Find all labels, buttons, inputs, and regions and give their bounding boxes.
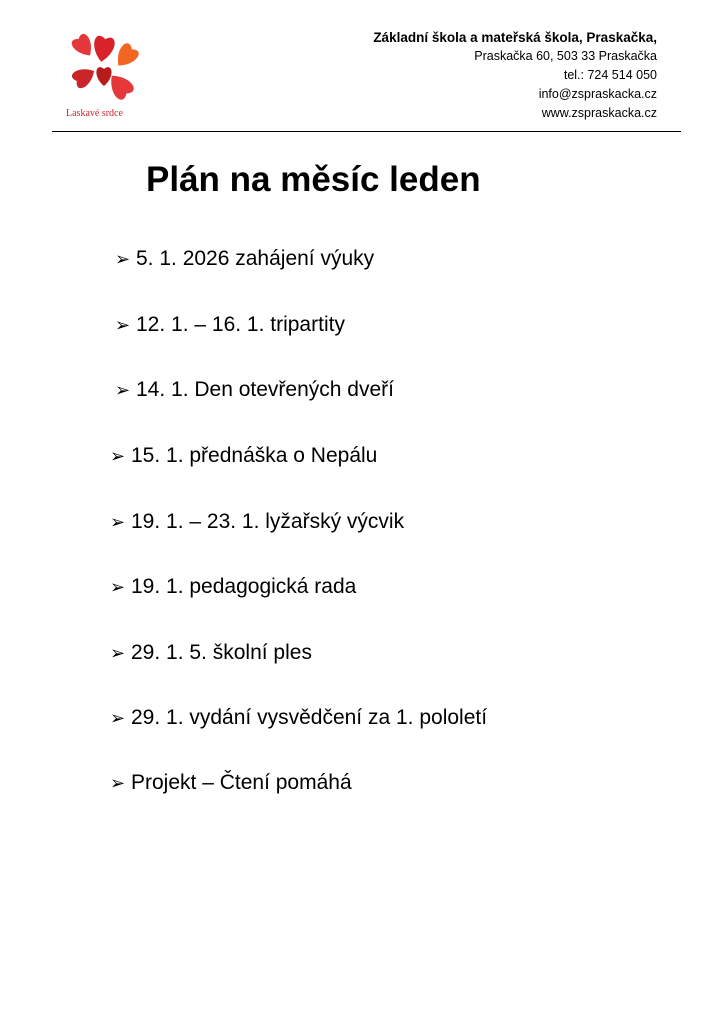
school-phone: tel.: 724 514 050 xyxy=(563,68,657,82)
arrowhead-bullet-icon: ➢ xyxy=(110,446,126,466)
arrowhead-bullet-icon: ➢ xyxy=(110,708,126,728)
list-item-text: 29. 1. vydání vysvědčení za 1. pololetí xyxy=(131,706,488,729)
list-item xyxy=(110,704,487,732)
page-title: Plán na měsíc leden xyxy=(146,160,481,199)
arrowhead-bullet-icon: ➢ xyxy=(110,643,126,663)
header-divider xyxy=(52,131,681,132)
list-item-text: 19. 1. – 23. 1. lyžařský výcvik xyxy=(131,510,405,533)
arrowhead-bullet-icon: ➢ xyxy=(110,512,126,532)
list-item-text: 5. 1. 2026 zahájení výuky xyxy=(136,247,375,270)
arrowhead-bullet-icon: ➢ xyxy=(115,380,131,400)
list-item xyxy=(110,769,352,797)
arrowhead-bullet-icon: ➢ xyxy=(115,315,131,335)
list-item xyxy=(115,311,345,339)
list-item-text: 19. 1. pedagogická rada xyxy=(131,575,357,598)
list-item xyxy=(110,508,404,536)
school-name: Základní škola a mateřská škola, Praskačka, xyxy=(373,30,657,45)
hearts-flower-logo-icon xyxy=(52,26,164,116)
list-item xyxy=(115,376,394,404)
list-item-text: 15. 1. přednáška o Nepálu xyxy=(131,444,378,467)
list-item-text: 12. 1. – 16. 1. tripartity xyxy=(136,313,345,336)
list-item-text: Projekt – Čtení pomáhá xyxy=(131,771,352,794)
list-item xyxy=(110,573,356,601)
list-item xyxy=(110,442,377,470)
list-item-text: 29. 1. 5. školní ples xyxy=(131,641,312,664)
list-item xyxy=(115,245,374,273)
list-item xyxy=(110,639,312,667)
logo-caption: Laskavé srdce xyxy=(66,108,123,119)
school-website: www.zspraskacka.cz xyxy=(541,106,657,120)
school-address: Praskačka 60, 503 33 Praskačka xyxy=(474,49,657,63)
school-logo xyxy=(52,26,164,126)
arrowhead-bullet-icon: ➢ xyxy=(110,577,126,597)
arrowhead-bullet-icon: ➢ xyxy=(115,249,131,269)
school-email: info@zspraskacka.cz xyxy=(538,87,657,101)
list-item-text: 14. 1. Den otevřených dveří xyxy=(136,378,394,401)
arrowhead-bullet-icon: ➢ xyxy=(110,773,126,793)
school-contact-block xyxy=(373,28,657,123)
